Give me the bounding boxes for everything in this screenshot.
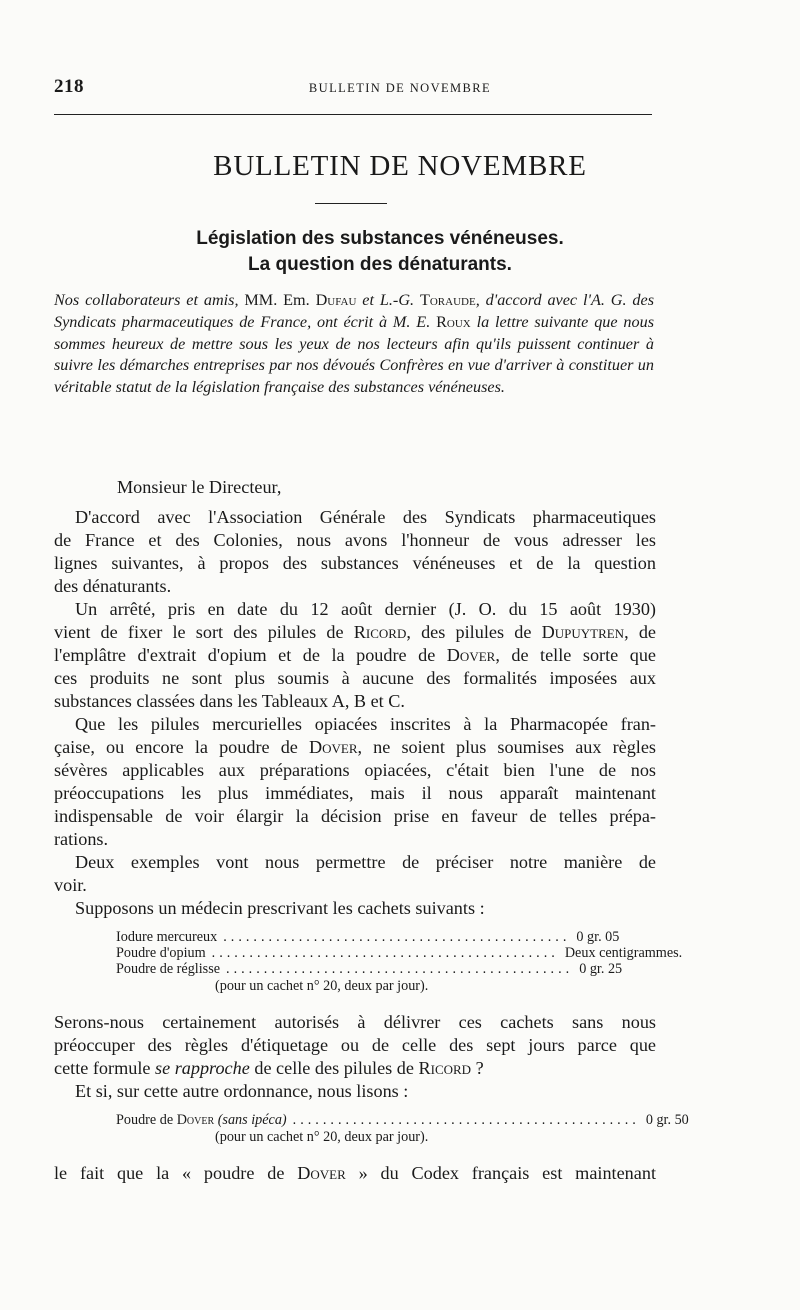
body-line [54,644,656,667]
intro-text: et L.-G. [356,291,420,309]
proper-name: Dover [446,645,496,665]
intro-text: , d'accord avec l'A. G. des Syndicats pharmaceutiques de France, ont écrit à M. E. [54,291,654,331]
intro-paragraph [54,290,654,399]
body-text: , de telle sorte que [495,645,656,665]
recipient-name: Roux [436,312,471,331]
running-head: BULLETIN DE NOVEMBRE [308,81,492,95]
proper-name: Ricord [353,622,407,642]
body-line: Serons-nous certainement autorisés à délivrer ces cachets sans nous [54,1012,656,1032]
body-text: le fait que la « poudre de [54,1163,298,1183]
body-line: ces produits ne sont plus soumis à aucune des formalités imposées aux [54,668,656,688]
body-line: Et si, sur cette autre ordonnance, nous lisons : [75,1081,409,1101]
ingredient-quantity: 0 gr. 50 [645,1112,689,1128]
ingredient-name-part: Poudre de [116,1112,177,1128]
body-line: des dénaturants. [54,576,172,596]
proper-name: Dover [308,737,358,757]
ingredient-name: Poudre de réglisse [116,961,221,977]
emphasis-text: se rapproche [155,1058,250,1078]
proper-name: Ricord [418,1058,472,1078]
body-line: Supposons un médecin prescrivant les cachets suivants : [75,898,485,918]
body-line: rations. [54,829,109,849]
intro-text: Nos collaborateurs et amis, [54,291,239,309]
intro-text: la lettre suivante que nous sommes heureux de mettre sous les yeux de nos lecteurs afin qu'ils puissent continuer à suivre les démarches entreprises par nos dévoués Confrères en vue d'arriver à constituer un véritable statut de la législation française des substances vénéneuses. [54,312,654,397]
body-line: sévères applicables aux préparations opiacées, c'était bien l'une de nos [54,760,656,780]
body-line: indispensable de voir élargir la décision prise en faveur de telles prépa- [54,806,656,826]
author-name: Toraude [419,291,476,309]
body-text: ? [471,1058,484,1078]
body-line: voir. [54,875,87,895]
ingredient-quantity: 0 gr. 25 [579,961,623,977]
dot-leader: .............................................. [211,945,559,961]
body-text: vient de fixer le sort des pilules de [54,622,354,642]
body-line: préoccuper des règles d'étiquetage ou de celle des sept jours parce que [54,1035,656,1055]
body-line: Que les pilules mercurielles opiacées inscrites à la Pharmacopée fran- [75,714,656,734]
intro-text: MM. Em. [238,291,316,309]
body-line: Un arrêté, pris en date du 12 août dernier (J. O. du 15 août 1930) [75,599,656,619]
body-line [54,736,656,759]
page-number: 218 [54,76,84,97]
body-line: préoccupations les plus immédiates, mais il nous apparaît maintenant [54,783,656,803]
body-text: de celle des pilules de [249,1058,419,1078]
proper-name: Dover [297,1163,346,1183]
section-title-line-1: Législation des substances vénéneuses. [196,228,564,249]
body-line: de France et des Colonies, nous avons l'honneur de vous adresser les [54,530,656,550]
dot-leader: .............................................. [292,1112,640,1128]
proper-name: Dupuytren [541,622,625,642]
author-name: Dufau [315,291,357,309]
prescription-item [116,1112,689,1129]
body-line: lignes suivantes, à propos des substances vénéneuses et de la question [54,553,656,573]
main-title: BULLETIN DE NOVEMBRE [213,150,587,182]
prescription-item [116,961,623,978]
body-line [54,1057,656,1080]
body-line [54,1162,656,1185]
body-text: l'emplâtre d'extrait d'opium et de la poudre de [54,645,447,665]
body-text: cette formule [54,1058,155,1078]
ingredient-quantity: Deux centigrammes. [564,945,683,961]
ingredient-name: Poudre d'opium [116,945,206,961]
body-line: D'accord avec l'Association Générale des Syndicats pharmaceutiques [75,507,656,527]
proper-name: Dover [176,1112,215,1128]
body-text: , des pilules de [406,622,542,642]
body-text: çaise, ou encore la poudre de [54,737,309,757]
ingredient-name [116,1112,287,1129]
body-text: , de [624,622,656,642]
title-rule [315,203,387,204]
prescription-item [116,945,683,962]
prescription-note: (pour un cachet n° 20, deux par jour). [215,1129,429,1145]
prescription-item [116,929,620,946]
section-title-line-2: La question des dénaturants. [248,254,512,275]
body-line: substances classées dans les Tableaux A, B et C. [54,691,405,711]
body-text: » du Codex français est maintenant [345,1163,656,1183]
dot-leader: .............................................. [223,929,571,945]
salutation: Monsieur le Directeur, [117,477,282,497]
ingredient-name: Iodure mercureux [116,929,218,945]
ingredient-quantity: 0 gr. 05 [576,929,620,945]
body-text: , ne soient plus soumises aux règles [357,737,657,757]
ingredient-name-part: (sans ipéca) [214,1112,287,1128]
header-rule [54,114,652,115]
body-line [54,621,656,644]
body-line: Deux exemples vont nous permettre de préciser notre manière de [75,852,656,872]
dot-leader: .............................................. [226,961,574,977]
prescription-note: (pour un cachet n° 20, deux par jour). [215,978,429,994]
